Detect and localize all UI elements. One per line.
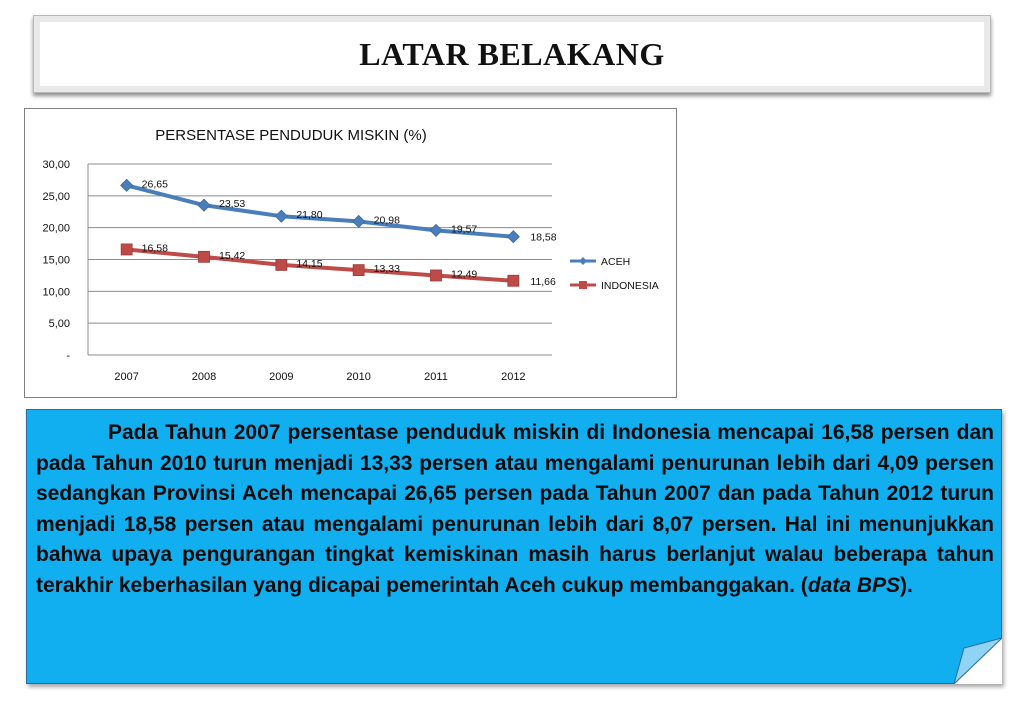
poverty-line-chart: [25, 109, 676, 397]
x-tick-label: 2009: [269, 371, 294, 383]
x-tick-label: 2012: [501, 371, 526, 383]
chart-title: PERSENTASE PENDUDUK MISKIN (%): [155, 127, 427, 144]
data-label: 20,98: [373, 214, 400, 227]
y-tick-label: 30,00: [42, 159, 70, 171]
y-tick-label: 10,00: [42, 286, 70, 299]
y-tick-label: 25,00: [42, 190, 70, 203]
data-label: 23,53: [219, 198, 246, 211]
data-point-indonesia: [508, 275, 519, 286]
title-banner: [33, 15, 991, 93]
data-label: 13,33: [373, 263, 400, 276]
description-box: [26, 409, 1002, 684]
data-label: 14,15: [296, 257, 323, 270]
data-label: 15,42: [219, 249, 246, 262]
data-point-indonesia: [121, 244, 132, 255]
data-label: 12,49: [451, 268, 478, 281]
legend-label: ACEH: [601, 256, 631, 268]
page-fold-corner: [954, 638, 1002, 684]
chart-frame: [24, 108, 677, 398]
data-point-aceh: [507, 231, 519, 243]
data-point-aceh: [198, 199, 210, 211]
page-title: LATAR BELAKANG: [359, 36, 665, 72]
data-label: 11,66: [530, 275, 556, 288]
description-end: ).: [900, 573, 913, 597]
legend-label: INDONESIA: [601, 280, 659, 292]
y-tick-label: 5,00: [48, 318, 70, 331]
data-label: 21,80: [296, 209, 323, 222]
y-tick-label: 20,00: [42, 222, 70, 235]
data-point-aceh: [275, 210, 287, 222]
x-tick-label: 2008: [191, 371, 217, 383]
data-label: 19,57: [451, 223, 478, 236]
x-tick-label: 2007: [114, 371, 139, 383]
description-main-text: Pada Tahun 2007 persentase penduduk miskin di Indonesia mencapai 16,58 persen dan pada Tahun 2010 turun menjadi 13,33 persen atau mengalami penurunan lebih dari 4,09 persen sedangkan Provinsi Aceh mencapai 26,65 persen pada Tahun 2007 dan pada Tahun 2012 turun menjadi 18,58 persen atau mengalami penurunan lebih dari 8,07 persen. Hal ini menunjukkan bahwa upaya pengurangan tingkat kemiskinan masih harus berlanjut walau beberapa tahun terakhir keberhasilan yang dicapai pemerintah Aceh cukup membanggakan. (: [36, 421, 994, 597]
data-point-indonesia: [276, 259, 287, 270]
data-point-indonesia: [199, 251, 210, 262]
description-source: data BPS: [807, 573, 901, 597]
x-tick-label: 2011: [424, 371, 448, 383]
data-label: 26,65: [141, 178, 168, 191]
data-point-aceh: [353, 215, 365, 227]
legend-marker-indonesia: [579, 281, 587, 289]
data-label: 16,58: [141, 242, 168, 255]
description-paragraph: [36, 418, 994, 601]
data-label: 18,58: [530, 231, 557, 244]
data-point-indonesia: [431, 270, 442, 281]
legend-marker-aceh: [579, 257, 587, 265]
y-tick-label: -: [66, 350, 70, 362]
data-point-aceh: [121, 179, 133, 191]
data-point-indonesia: [353, 265, 364, 276]
x-tick-label: 2010: [346, 371, 371, 383]
y-tick-label: 15,00: [42, 254, 70, 267]
data-point-aceh: [430, 224, 442, 236]
